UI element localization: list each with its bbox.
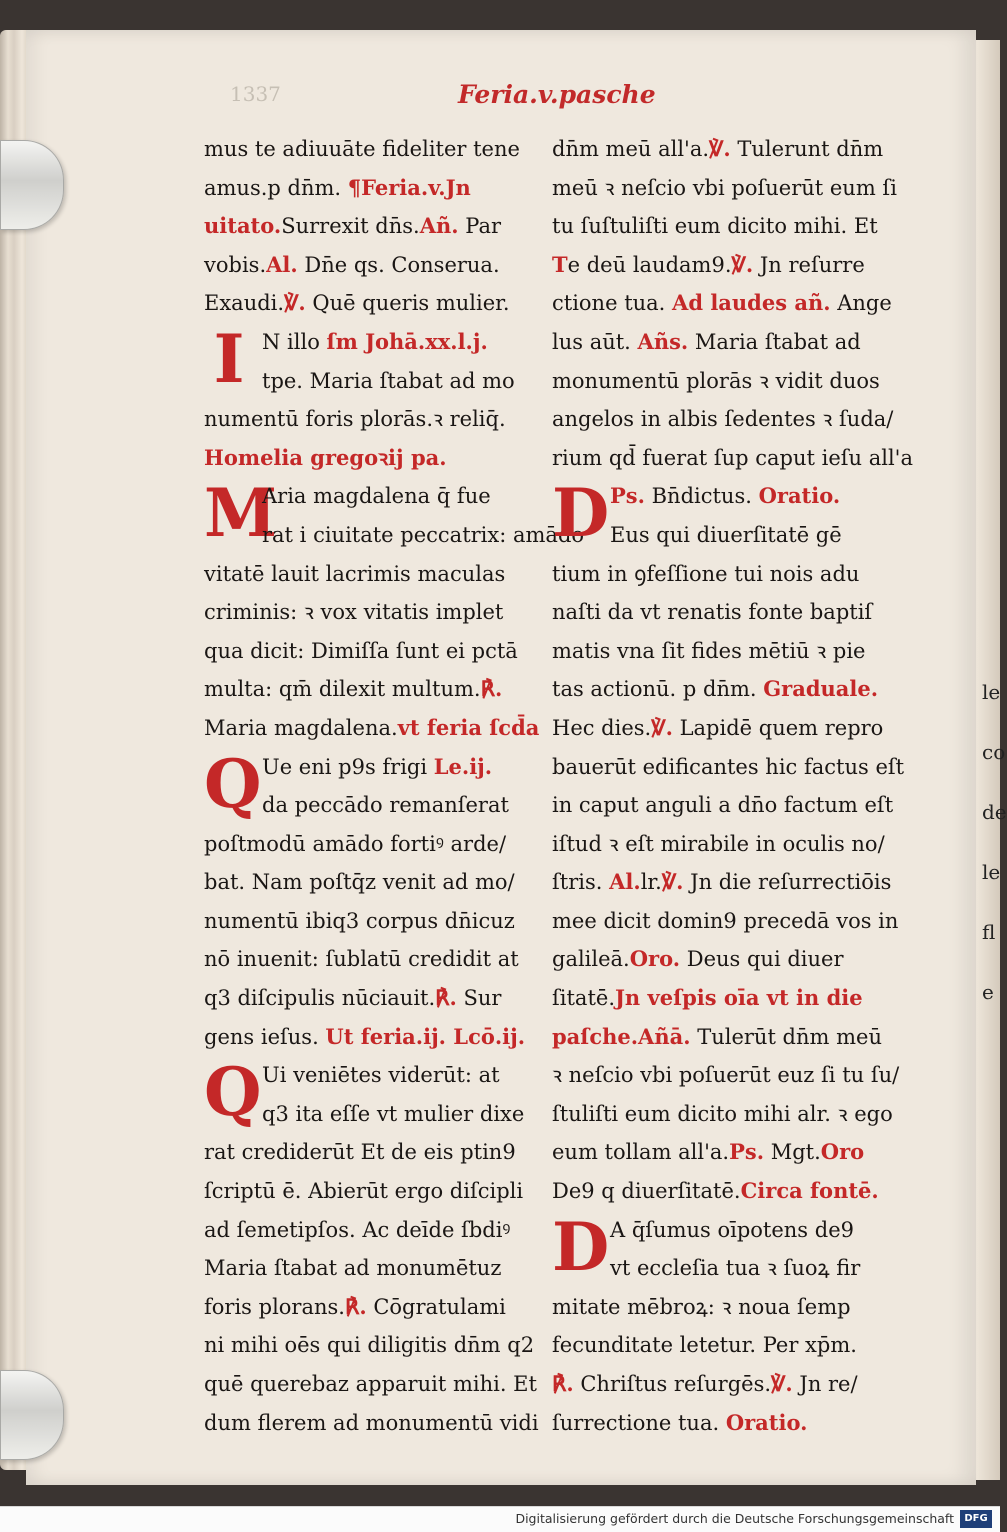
text-line xyxy=(204,362,554,401)
text-line xyxy=(204,902,554,941)
text-line xyxy=(552,863,902,902)
text-line xyxy=(552,362,902,401)
body-text: Maria ſtabat ad xyxy=(688,329,861,354)
text-line xyxy=(204,593,554,632)
text-line xyxy=(552,1326,902,1365)
rubric-text: Jn veſpis oīa vt in die xyxy=(615,985,863,1011)
text-line xyxy=(552,670,902,709)
initial-paragraph xyxy=(552,1207,902,1288)
text-line xyxy=(552,825,902,864)
rubric-text: ¶Feria.v.Jn xyxy=(347,174,471,200)
rubric-text: Ad laudes añ. xyxy=(672,290,831,316)
drop-initial: Q xyxy=(204,1053,262,1132)
initial-paragraph xyxy=(552,474,902,554)
body-text: ſitatē. xyxy=(552,986,615,1011)
text-line xyxy=(204,825,554,864)
initial-paragraph xyxy=(204,744,554,825)
peek-fragment: e xyxy=(982,980,994,1004)
text-line xyxy=(552,1365,902,1404)
drop-initial: I xyxy=(213,319,245,398)
body-text: Hec dies. xyxy=(552,715,652,740)
text-line xyxy=(552,1133,902,1172)
rubric-text: Añ. xyxy=(419,213,459,239)
body-text: poſtmodū amādo fortiꝰ arde/ xyxy=(204,831,507,856)
text-line xyxy=(552,902,902,941)
text-line xyxy=(552,748,905,787)
peek-fragment: co xyxy=(982,740,1006,764)
body-text: da peccādo remanſerat xyxy=(262,793,509,818)
body-text: Mgt. xyxy=(764,1140,821,1165)
text-line xyxy=(204,130,554,169)
body-text: tpe. Maria ſtabat ad mo xyxy=(262,368,515,393)
rubric-text: Ut feria.ij. Lcō.ij. xyxy=(325,1023,526,1049)
text-line xyxy=(552,207,902,246)
footer-bar xyxy=(0,1506,1000,1532)
body-text: tium in ꝯfeſſione tui nois adu xyxy=(552,561,860,586)
body-text: tas actionū. p dn̄m. xyxy=(552,677,764,702)
peek-fragment: fl xyxy=(982,920,996,944)
text-line xyxy=(552,1172,902,1211)
rubric-text: Ps. xyxy=(610,483,645,509)
body-text: e deū laudam9. xyxy=(567,252,732,277)
body-text: numentū foris plorās.ꝛ reliq̄. xyxy=(204,407,506,432)
text-line xyxy=(204,670,554,709)
dfg-logo: DFG xyxy=(960,1510,992,1528)
text-line xyxy=(552,940,902,979)
text-line xyxy=(204,1365,554,1404)
text-line xyxy=(204,1249,554,1288)
drop-initial: M xyxy=(204,474,278,553)
text-line xyxy=(552,169,902,208)
body-text: multa: qm̄ dilexit multum. xyxy=(204,677,481,702)
rubric-text: ℟. xyxy=(435,985,457,1011)
body-text: matis vna ſit fides mētiū ꝛ pie xyxy=(552,638,866,663)
text-line xyxy=(552,439,913,478)
text-line xyxy=(204,1172,554,1211)
text-line xyxy=(204,555,554,594)
body-text: criminis: ꝛ vox vitatis implet xyxy=(204,600,504,625)
initial-paragraph xyxy=(204,474,585,554)
text-line xyxy=(204,207,554,246)
body-text: vobis. xyxy=(204,252,267,277)
text-line xyxy=(552,1404,902,1443)
text-line xyxy=(204,439,554,478)
rubric-text: ℣. xyxy=(661,869,684,895)
body-text: A q̄ſumus oīpotens de9 xyxy=(610,1217,854,1242)
body-text: dum flerem ad monumentū vidi xyxy=(204,1410,539,1435)
rubric-text: ℣. xyxy=(771,1371,793,1396)
body-text: bat. Nam poſtq̄z venit ad mo/ xyxy=(204,870,515,895)
body-text: De9 q diuerſitatē. xyxy=(552,1179,741,1204)
text-line xyxy=(204,284,554,323)
body-text: q3 diſcipulis nūciauit. xyxy=(204,986,436,1011)
body-text: foris plorans. xyxy=(204,1294,345,1319)
rubric-text: Graduale. xyxy=(763,676,879,702)
text-line xyxy=(204,632,554,671)
text-line xyxy=(204,979,554,1018)
rubric-text: Oro. xyxy=(629,946,681,972)
body-text: Ange xyxy=(830,291,892,316)
body-text: rat crediderūt Et de eis ptin9 xyxy=(204,1140,516,1165)
rubric-text: ℟. xyxy=(552,1371,574,1396)
text-line xyxy=(552,323,902,362)
body-text: eum tollam all'a. xyxy=(552,1140,730,1165)
body-text: Cōgratulami xyxy=(366,1294,506,1319)
body-text: in caput anguli a dn̄o factum eſt xyxy=(552,793,894,818)
rubric-text: ſm Johā.xx.l.j. xyxy=(326,328,488,354)
body-text: Ue eni p9s frigi xyxy=(262,754,434,779)
drop-initial: D xyxy=(552,474,610,553)
text-line xyxy=(204,1133,554,1172)
body-text: Surrexit dn̄s. xyxy=(281,214,420,239)
text-line xyxy=(552,979,902,1018)
body-text: Maria magdalena. xyxy=(204,715,398,740)
rubric-text: ℣. xyxy=(731,251,754,277)
text-line xyxy=(204,863,554,902)
body-text: ſtris. xyxy=(552,870,610,895)
initial-paragraph xyxy=(204,319,554,400)
initial-paragraph xyxy=(204,1053,554,1133)
body-text: quē querebaz apparuit mihi. Et xyxy=(204,1372,537,1396)
text-line xyxy=(552,130,902,169)
body-text: Ui veniētes viderūt: at xyxy=(262,1063,500,1088)
text-line xyxy=(552,1056,902,1095)
text-line xyxy=(552,400,902,439)
rubric-text: T xyxy=(552,251,568,277)
body-text: numentū ibiq3 corpus dn̄icuz xyxy=(204,908,515,933)
funding-credit: Digitalisierung gefördert durch die Deutsche Forschungsgemeinschaft xyxy=(515,1511,954,1526)
body-text: Par xyxy=(458,214,502,239)
text-line xyxy=(204,1326,554,1365)
peek-fragment: le xyxy=(982,680,1001,704)
text-line xyxy=(552,555,902,594)
body-text: q3 ita eſſe vt mulier dixe xyxy=(262,1101,525,1126)
body-text: ſcriptū ē. Abierūt ergo diſcipli xyxy=(204,1179,524,1204)
text-line xyxy=(204,1211,554,1250)
body-text: mitate mēbroꝝ: ꝛ noua ſemp xyxy=(552,1294,851,1319)
body-text: Bn̄dictus. xyxy=(644,484,759,509)
body-text: gens ieſus. xyxy=(204,1024,326,1049)
text-line xyxy=(552,593,902,632)
text-line xyxy=(204,1018,554,1057)
folio-number: 1337 xyxy=(230,82,281,106)
body-text: angelos in albis ſedentes ꝛ ſuda/ xyxy=(552,407,894,432)
rubric-text: Añs. xyxy=(637,328,689,354)
body-text: Tulerūt dn̄m meū xyxy=(690,1024,882,1049)
body-text: lr. xyxy=(640,870,662,895)
text-line xyxy=(552,1288,902,1327)
body-text: Quē queris mulier. xyxy=(305,291,510,316)
text-line xyxy=(204,246,554,285)
body-text: Jn re/ xyxy=(792,1372,858,1396)
body-text: bauerūt edificantes hic factus eſt xyxy=(552,754,905,779)
text-line xyxy=(552,284,902,323)
text-line xyxy=(204,323,554,362)
body-text: fecunditate letetur. Per xp̄m. xyxy=(552,1333,857,1358)
rubric-text: Ps. xyxy=(729,1139,765,1165)
body-text: naſti da vt renatis fonte baptiſ xyxy=(552,600,873,625)
body-text: Jn reſurre xyxy=(753,252,865,277)
body-text: Eus qui diuerſitatē gē xyxy=(610,522,842,547)
drop-initial: D xyxy=(552,1207,610,1286)
body-text: iſtud ꝛ eſt mirabile in oculis no/ xyxy=(552,831,885,856)
rubric-text: Le.ij. xyxy=(433,753,493,779)
peek-fragment: le xyxy=(982,860,1001,884)
text-line xyxy=(204,400,554,439)
body-text: dn̄m meū all'a. xyxy=(552,137,710,161)
rubric-text: Circa fontē. xyxy=(740,1178,879,1204)
text-line xyxy=(552,246,902,285)
text-line xyxy=(552,632,902,671)
rubric-text: ℣. xyxy=(651,714,673,740)
body-text: lus aūt. xyxy=(552,329,638,354)
body-text: Jn die reſurrectiōis xyxy=(683,870,892,895)
body-text: mee dicit domin9 precedā vos in xyxy=(552,908,899,933)
rubric-text: Homelia gregoꝛij pa. xyxy=(204,444,447,470)
right-text-column xyxy=(552,130,913,1442)
rubric-text: ℣. xyxy=(709,136,731,161)
rubric-text: paſche.Añā. xyxy=(552,1023,691,1049)
body-text: Aria magdalena q̄ fue xyxy=(262,484,491,509)
rubric-text: Al. xyxy=(266,251,298,277)
body-text: nō inuenit: ſublatū credidit at xyxy=(204,947,519,972)
rubric-text: ℟. xyxy=(344,1293,367,1319)
running-head: Feria.v.pasche xyxy=(458,80,656,109)
body-text: ni mihi oēs qui diligitis dn̄m q2 xyxy=(204,1333,535,1358)
body-text: Sur xyxy=(456,986,502,1011)
body-text: Deus qui diuer xyxy=(680,947,844,972)
text-line xyxy=(204,169,554,208)
body-text: ad ſemetipſos. Ac deīde ſbdiꝰ xyxy=(204,1217,511,1242)
body-text: tu ſuſtuliſti eum dicito mihi. Et xyxy=(552,214,878,239)
body-text: Lapidē quem repro xyxy=(672,715,884,740)
text-line xyxy=(552,1095,902,1134)
text-line xyxy=(552,786,902,825)
body-text: Chriſtus reſurgēs. xyxy=(573,1372,772,1396)
rubric-text: ℟. xyxy=(480,676,503,702)
body-text: vt eccleſia tua ꝛ ſuoꝝ fir xyxy=(610,1256,861,1281)
text-line xyxy=(204,940,554,979)
body-text: Tulerunt dn̄m xyxy=(730,137,884,161)
body-text: monumentū plorās ꝛ vidit duos xyxy=(552,368,880,393)
rubric-text: Al. xyxy=(609,869,641,895)
drop-initial: Q xyxy=(204,744,262,823)
body-text: amus.p dn̄m. xyxy=(204,175,348,200)
body-text: ꝛ neſcio vbi poſuerūt euz ſi tu ſu/ xyxy=(552,1063,900,1088)
text-line xyxy=(552,1018,902,1057)
text-line xyxy=(204,709,554,748)
text-line xyxy=(204,1288,554,1327)
rubric-text: vt feria ſcd̄a xyxy=(397,714,540,740)
body-text: Exaudi. xyxy=(204,291,285,316)
body-text: Dn̄e qs. Conserua. xyxy=(297,252,500,277)
body-text: rat i ciuitate peccatrix: amādo xyxy=(262,522,585,547)
body-text: galileā. xyxy=(552,947,630,972)
rubric-text: Oro xyxy=(820,1139,865,1165)
text-line xyxy=(204,1404,554,1443)
peek-fragment: de xyxy=(982,800,1007,824)
body-text: vitatē lauit lacrimis maculas xyxy=(204,561,506,586)
body-text: mus te adiuuāte fideliter tene xyxy=(204,137,520,161)
body-text: rium qd̄ fuerat ſup caput ieſu all'a xyxy=(552,445,913,470)
body-text: Maria ſtabat ad monumētuz xyxy=(204,1256,502,1281)
body-text: N illo xyxy=(262,329,327,354)
body-text: ſtuliſti eum dicito mihi alr. ꝛ ego xyxy=(552,1101,893,1126)
body-text: ſurrectione tua. xyxy=(552,1410,726,1435)
rubric-text: Oratio. xyxy=(758,483,841,509)
body-text: meū ꝛ neſcio vbi poſuerūt eum ſi xyxy=(552,175,897,200)
rubric-text: Oratio. xyxy=(725,1409,808,1435)
rubric-text: ℣. xyxy=(284,290,306,316)
body-text: ctione tua. xyxy=(552,291,673,316)
text-line xyxy=(552,709,902,748)
rubric-text: uitato. xyxy=(204,213,282,239)
body-text: qua dicit: Dimiſſa ſunt ei pctā xyxy=(204,638,518,663)
